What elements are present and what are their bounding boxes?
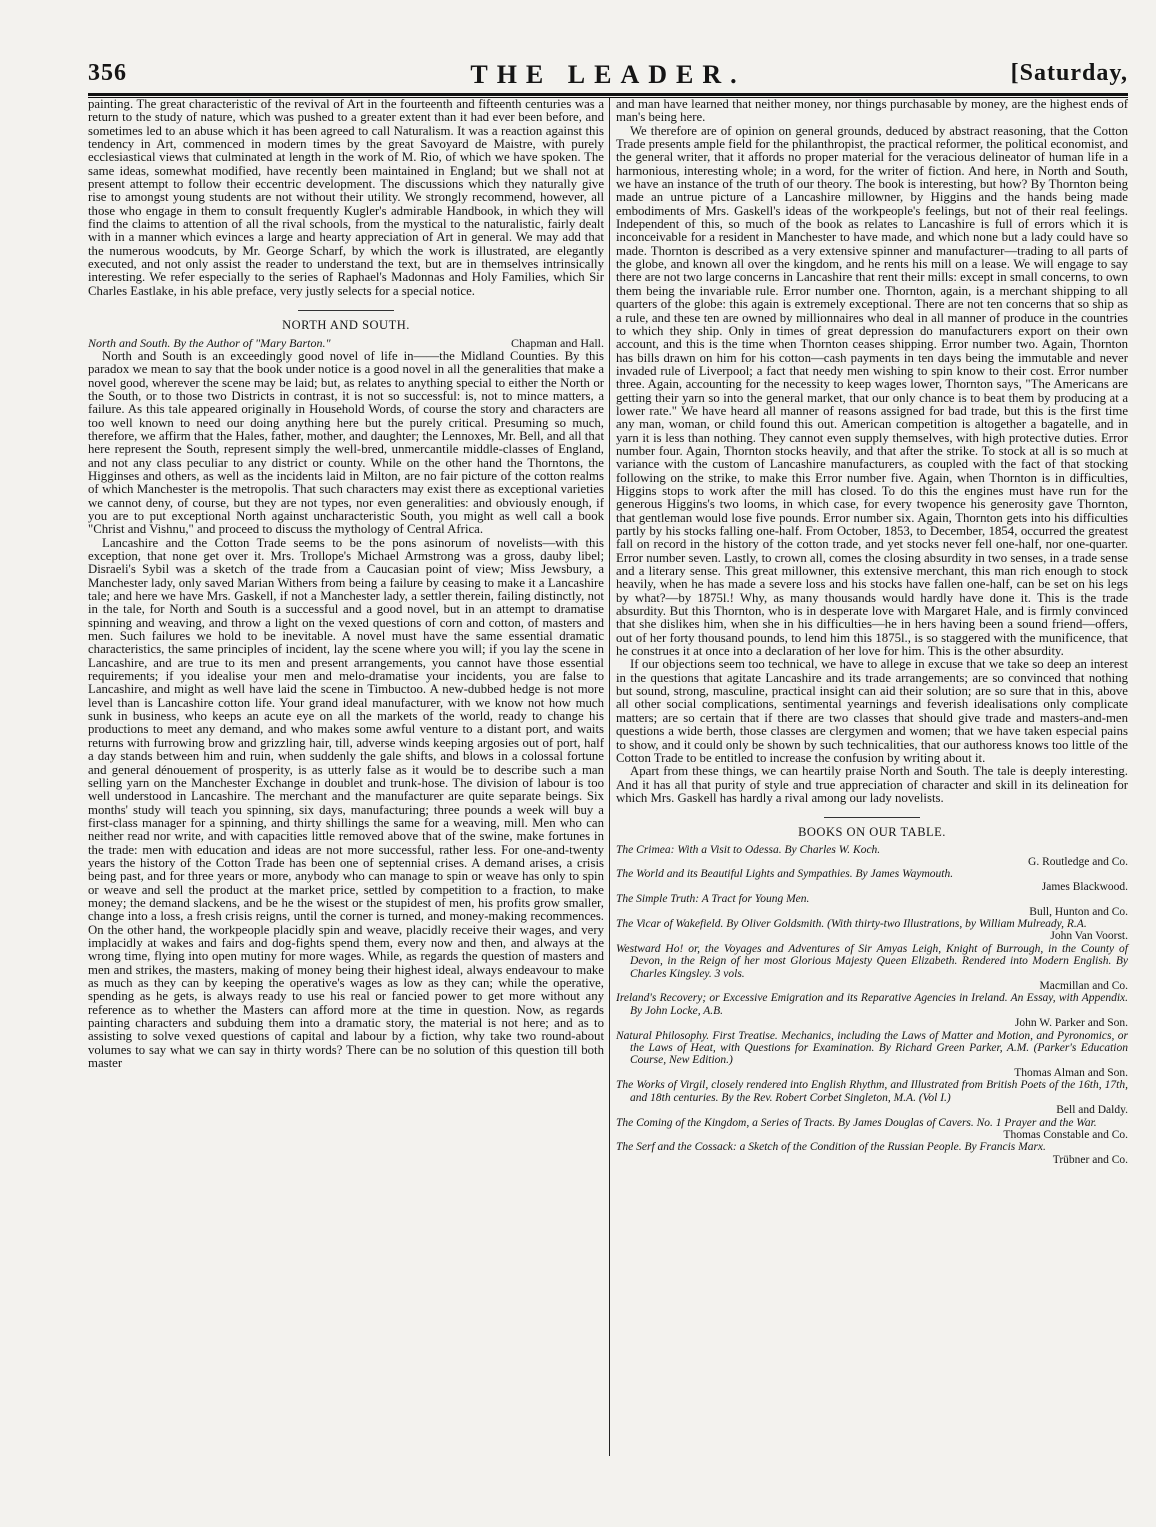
book-entry [616,1141,1128,1166]
article-paragraph: If our objections seem too technical, we have to allege in excuse that we take so deep an interest in the questions that agitate Lancashire and its trade arrangements; are so convinced that nothing but sound, strong, masculine, practical insight can aid their solution; are so sure that in this, above all other social complications, sentimental yearnings and feverish idealisations only complicate matters; are so certain that if there are two classes that should give trade and masters-and-men questions a wide berth, those classes are clergymen and women; that we have taken especial pains to show, and it could only be shown by such technicalities, that our authoress knows too little of the Cotton Trade to be entitled to increase the confusion by writing about it. [616,657,1128,765]
book-publisher: Bell and Daldy. [1056,1104,1128,1117]
book-publisher: James Blackwood. [1041,880,1128,893]
book-title: The Vicar of Wakefield. By Oliver Goldsmith. (With thirty-two Illustrations, by William Mulready, R.A. [616,918,1087,930]
book-entry [616,992,1128,1029]
book-entry [616,918,1128,943]
review-source-publisher: Chapman and Hall. [511,335,604,350]
review-source [88,337,604,350]
book-title: The Serf and the Cossack: a Sketch of the Condition of the Russian People. By Francis Marx. [616,1141,1046,1154]
article-paragraph: North and South is an exceedingly good novel of life in——the Midland Counties. By this paradox we mean to say that the book under notice is a good novel in all the generalities that make a novel good, wherever the scene may be laid; but, as relates to anything special to either the North or the South, or to those two Districts in contrast, it is not so successful: is, not to mince matters, a failure. As this tale appeared originally in Household Words, of course the story and characters are too well known to need our doing anything here but the purely critical. Presuming so much, therefore, we affirm that the Hales, father, mother, and daughter; the Lennoxes, Mr. Bell, and all that here represent the South, represent simply the well-bred, unmercantile middle-classes of England, and not any class peculiar to any district or county. While on the other hand the Thorntons, the Higginses and others, as well as the incidents laid in Milton, are no fair picture of the cotton realms of which Manchester is the metropolis. That such characters may exist there as exceptional varieties we cannot deny, of course, but they are not types, nor even generalities: and obviously enough, if you are to put exceptional North against uncharacteristic South, you might as well call a book "Christ and Vishnu," and proceed to discuss the mythology of Central Africa. [88,348,604,537]
book-publisher: Bull, Hunton and Co. [1029,905,1128,918]
book-title: The Crimea: With a Visit to Odessa. By Charles W. Koch. [616,843,881,856]
book-publisher: Thomas Constable and Co. [1003,1128,1128,1141]
book-publisher: Trübner and Co. [1052,1153,1128,1166]
section-divider [824,817,920,818]
books-section-title: BOOKS ON OUR TABLE. [798,825,946,840]
article-paragraph: Apart from these things, we can heartily praise North and South. The tale is deeply interesting. And it has all that purity of style and true appreciation of character and skill in its delineation for which Mrs. Gaskell has hardly a rival among our lady novelists. [616,764,1128,805]
book-publisher: John W. Parker and Son. [1014,1017,1128,1030]
section-title: NORTH AND SOUTH. [282,318,410,333]
book-entry [616,943,1128,993]
book-publisher: G. Routledge and Co. [1028,855,1128,868]
book-entry [616,1030,1128,1080]
section-divider [298,310,394,311]
article-paragraph: Lancashire and the Cotton Trade seems to be the pons asinorum of novelists—with this exception, that none get over it. Mrs. Trollope's Michael Armstrong was a gross, dauby libel; Disraeli's Sybil was a sketch of the trade from a Caucasian point of view; Miss Jewsbury, a Manchester lady, only saved Marian Withers from being a failure by ceasing to make it a Lancashire tale; and here we have Mrs. Gaskell, if not a Manchester lady, a settler therein, failing distinctly, not in the tale, for North and South is a successful and a good novel, but in an attempt to dramatise spinning and weaving, and throw a light on the vexed questions of corn and cotton, of masters and men. Such failures we hold to be inevitable. A novel must have the same essential dramatic characteristics, the same principles of incident, lay the scene where you will; if you lay the scene in Lancashire, and are true to its men and present arrangements, you cannot have those essential requirements; if you idealise your men and melo-dramatise your incidents, you are false to Lancashire, and might as well have laid the scene in Timbuctoo. A new-dubbed hedge is not more level than is Lancashire cotton life. Your grand ideal manufacturer, with we know not how much sunk in business, who keeps an acute eye on all the markets of the world, ready to change his productions to meet any demand, and who makes some awful venture to a distant port, and waits returns with furrowing brow and grizzling hair, till, adverse winds keeping argosies out of port, half a day stands between him and ruin, when suddenly the gale shifts, and blows in a colossal fortune and general dénouement of prosperity, is as utterly false as it would be to describe such a man selling yarn on the Manchester Exchange in doublet and trunk-hose. The division of labour is too well understood in Lancashire. The merchant and the manufacturer are quite separate beings. Six months' study will teach you spinning, six days, manufacturing; three pounds a week will buy a first-class manager for a spinning, and thirty shillings the same for a weaving, mill. Men who can neither read nor write, and with capacities little removed above that of the swine, make fortunes in the trade: men with education and ideas are not more successful, rather less. For one-and-twenty years the history of the Cotton Trade has been one of septennial crises. A demand arises, a crisis being past, and for three years or more, anybody who can manage to spin or weave has only to spin or weave and sell the product at the market price, settled by competition to a fraction, to make money; the demand slackens, and be he the wisest or the stupidest of men, his profits grow smaller, change into a loss, a fresh crisis reigns, until the corner is turned, and money-making recommences. On the other hand, the workpeople placidly spin and weave, placidly receive their wages, and very implacidly at wakes and fairs and dog-fights spend them, every now and then, and always at the wrong time, flying into open mutiny for more wages. While, as regards the question of masters and men and strikes, the masters, making of money being their highest ideal, always endeavour to make as much as they can by keeping the operative's wages as low as they can; while the operative, spending as he gets, is always ready to use his real or fancied power to get more without any reference as to whether the Masters can afford more at the time in question. Now, as regards painting characters and subduing them into a dramatic story, the material is not here; and as to assisting to solve vexed questions of capital and labour by a fiction, why take two round-about volumes to say what we can say in thirty words? There can be no solution of this question till both master [88,535,604,1071]
review-source-title: North and South. By the Author of "Mary Barton." [88,335,331,350]
article-paragraph: We therefore are of opinion on general grounds, deduced by abstract reasoning, that the Cotton Trade presents ample field for the philanthropist, the practical reformer, the political economist, and the general writer, that it affords no proper material for the veracious delineator of human life in a harmonious, interesting whole; in a word, for the writer of fiction. And here, in North and South, we have an instance of the truth of our theory. The book is interesting, but how? By Thornton being made an untrue picture of a Lancashire millowner, by Higgins and the hands being made embodiments of Mrs. Gaskell's ideas of the workpeople's feelings, but not of their real feelings. Independent of this, so much of the book as relates to Lancashire is full of errors which it is inconceivable for a resident in Manchester to have made, and which none but a lady could have so made. Thornton is described as a very extensive spinner and manufacturer—trading to all parts of the globe, and known all over the kingdom, and he rents his mill on a lease. We will engage to say there are not two large concerns in Lancashire that rent their mills: except in small concerns, to own them being the invariable rule. Error number one. Thornton, again, is a merchant shipping to all quarters of the globe: this again is extremely exceptional. There are not ten concerns that so ship as a rule, and these ten are owned by millionnaires who deal in all manner of produce in the countries to which they ship. Only in times of great depression do manufacturers export on their own account, and this is the time when Thornton ceases shipping. Error number two. Again, Thornton has bills drawn on him for his cotton—cash payments in ten days being the immutable and never invaded rule of Liverpool; a fact that needy men wishing to spin know to their cost. Error number three. Again, accounting for the necessity to keep wages lower, Thornton says, "The Americans are getting their yarn so into the general market, that our only chance is to beat them by producing at a lower rate." We have heard all manner of reasons assigned for bad trade, but this is the first time any man, woman, or child found this out. American competition is altogether a bagatelle, and in yarn it is less than nothing. They cannot even supply themselves, with high protective duties. Error number four. Again, Thornton stocks heavily, and that after the strike. To stock at all is so much at variance with the custom of Lancashire manufacturers, as coupled with the fact of that stocking following on the strike, to make this Error number five. Again, when Thornton is in difficulties, Higgins stops to work after the mill has closed. To do this the engines must have run for the generous Higgins's two looms, in which case, for every twopence his generosity gave Thornton, that gentleman would lose five pounds. Error number six. Again, Thornton gets into his difficulties partly by his stocks falling one-half. From October, 1853, to December, 1854, occurred the greatest fall on record in the history of the cotton trade, and yet stocks never fell one-half, nor one-quarter. Error number seven. Lastly, to crown all, comes the closing absurdity in two senses, in a trade sense and a literary sense. This great millowner, this extensive merchant, this man rich enough to stock heavily, when he has made a severe loss and his stocks have fallen one-half, can be set on his legs by what?—by 1875l.! Why, as many thousands would hardly have done it. This is the trade absurdity. But this Thornton, who is in desperate love with Margaret Hale, and is firmly convinced that she dislikes him, when she in his difficulties—he in hers having been a sound friend—offers, out of her forty thousand pounds, to lend him this 1875l., is so staggered with the munificence, that he construes it at once into a declaration of her love for him. This is the other absurdity. [616,123,1128,659]
book-entry [616,868,1128,893]
masthead [88,60,1128,96]
masthead-rule [88,93,1128,96]
left-column [88,98,604,1070]
book-title: The Simple Truth: A Tract for Young Men. [616,893,810,906]
issue-day: [Saturday, [1010,60,1128,86]
book-title: Ireland's Recovery; or Excessive Emigration and its Reparative Agencies in Ireland. An Essay, with Appendix. By John Locke, A.B. [616,992,1128,1017]
article-paragraph: and man have learned that neither money, nor things purchasable by money, are the highest ends of man's being here. [616,97,1128,125]
book-entry [616,1117,1128,1142]
book-title: The Works of Virgil, closely rendered into English Rhythm, and Illustrated from British Poets of the 16th, 17th, and 18th centuries. By the Rev. Robert Corbet Singleton, M.A. (Vol I.) [616,1079,1128,1104]
book-title: The Coming of the Kingdom, a Series of Tracts. By James Douglas of Cavers. No. 1 Prayer and the War. [616,1116,1097,1129]
column-divider [609,98,610,1456]
page-number: 356 [88,60,127,86]
book-title: Natural Philosophy. First Treatise. Mechanics, including the Laws of Matter and Motion, and Pyronomics, or the Laws of Heat, with Questions for Examination. By Richard Green Parker, A.M. (Parker's Education Course, New Edition.) [616,1029,1128,1067]
book-entry [616,1079,1128,1116]
book-title: The World and its Beautiful Lights and Sympathies. By James Waymouth. [616,868,954,881]
newspaper-title: THE LEADER. [470,60,746,89]
article-paragraph: painting. The great characteristic of the revival of Art in the fourteenth and fifteenth centuries was a return to the study of nature, which was pushed to a greater extent than it had ever been before, and sometimes led to an abuse which it has been agreed to call Naturalism. It was a reaction against this tendency in Art, commenced in modern times by the great Savoyard de Maistre, with purely ecclesiastical views that culminated at length in the work of M. Rio, of which we have spoken. The same ideas, somewhat modified, have recently been maintained in England; but we shall not at present attempt to follow their eccentric development. The discussions which they naturally give rise to amongst young students are not without their utility. We strongly recommend, however, all those who engage in them to consult frequently Kugler's admirable Handbook, in which they will find the claims to attention of all the rival schools, from the mystical to the naturalistic, fairly dealt with in a manner which evinces a large and hearty appreciation of Art in general. We may add that the numerous woodcuts, by Mr. George Scharf, by which the work is illustrated, are elegantly executed, and not only assist the reader to understand the text, but are in themselves intrinsically interesting. We refer especially to the series of Raphael's Madonnas and Holy Families, which Sir Charles Eastlake, in his able preface, very justly selects for a special notice. [88,97,604,298]
book-title: Westward Ho! or, the Voyages and Adventures of Sir Amyas Leigh, Knight of Burrough, in the County of Devon, in the Reign of her most Glorious Majesty Queen Elizabeth. Rendered into Modern English. By Charles Kingsley. 3 vols. [616,942,1128,980]
book-entry [616,844,1128,869]
right-column [616,98,1128,1166]
book-entry [616,893,1128,918]
book-publisher: John Van Voorst. [1050,930,1128,943]
book-publisher: Macmillan and Co. [1039,980,1128,993]
book-publisher: Thomas Alman and Son. [1014,1066,1128,1079]
books-list [616,844,1128,1167]
